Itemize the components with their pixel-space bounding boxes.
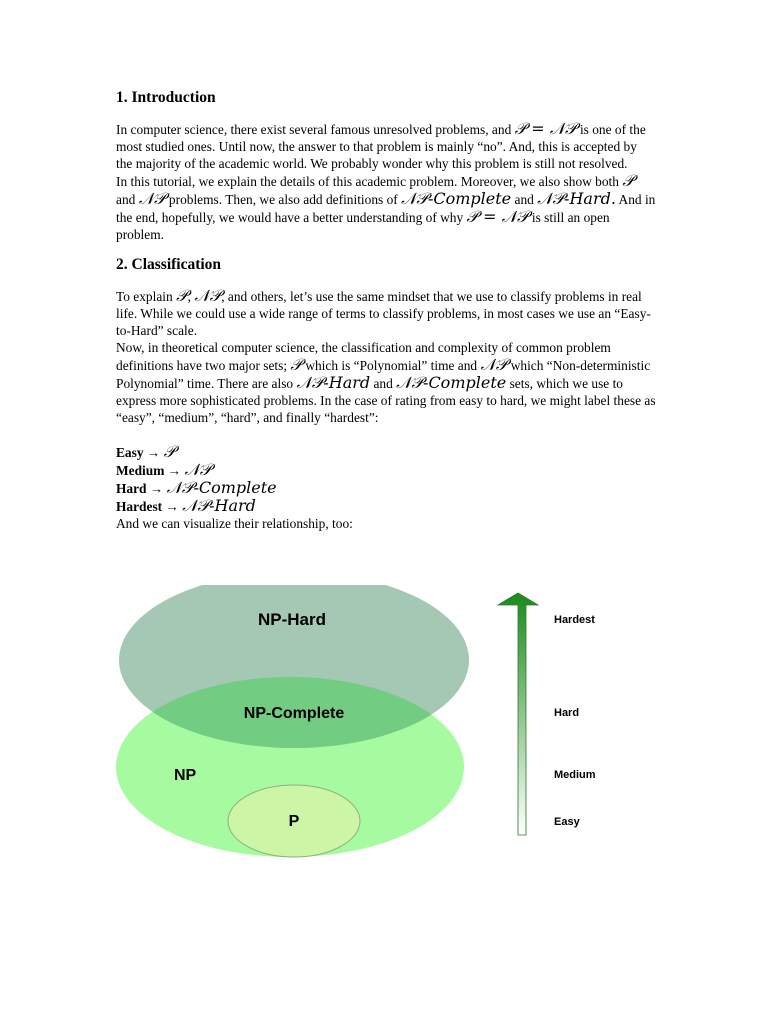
scale-label-medium: Medium — [554, 769, 596, 781]
list-item-medium: Medium → 𝒩𝒫 — [116, 460, 212, 479]
section-title-classification: 2. Classification — [116, 256, 222, 273]
list-item-hardest: Hardest → 𝒩𝒫-Hard — [116, 496, 256, 515]
np-label: NP — [174, 767, 197, 784]
np-complete-label: NP-Complete — [243, 705, 345, 722]
intro-paragraph-1: In computer science, there exist several famous unresolved problems, and 𝒫 = 𝒩𝒫 is one of the most studied ones. Until now, the answer to that problem is mainly “no”. And, this is accepted by the majority of the academic world. We probably wonder why this problem is still not resolved. — [116, 119, 646, 171]
closing-sentence: And we can visualize their relationship, too: — [116, 516, 353, 531]
complexity-diagram — [116, 585, 616, 870]
math-p-equals-np: 𝒫 = 𝒩𝒫 — [514, 119, 577, 138]
intro-paragraph-2: In this tutorial, we explain the details of this academic problem. Moreover, we also show both 𝒫 and 𝒩𝒫 problems. Then, we also add definitions of 𝒩𝒫-Complete and 𝒩𝒫-Hard. And in the end, hopefully, we would have a better understanding of why 𝒫 = 𝒩𝒫 is still an open problem. — [116, 171, 656, 242]
scale-label-easy: Easy — [554, 816, 580, 828]
list-item-hard: Hard → 𝒩𝒫-Complete — [116, 478, 277, 497]
p-label: P — [288, 813, 300, 830]
scale-label-hard: Hard — [554, 707, 580, 719]
list-item-easy: Easy → 𝒫 — [116, 442, 176, 461]
classification-paragraph-1: To explain 𝒫, 𝒩𝒫, and others, let’s use the same mindset that we use to classify problems in real life. While we could use a wide range of terms to classify problems, in most cases we use an “Easy-to-Hard” scale. — [116, 286, 651, 338]
document-page — [116, 88, 656, 532]
difficulty-arrow — [498, 593, 538, 835]
paragraph-gap — [116, 426, 656, 443]
classification-paragraph-2: Now, in theoretical computer science, the classification and complexity of common problem definitions have two major sets; 𝒫 which is “Polynomial” time and 𝒩𝒫 which “Non-deterministic Polynomial” time. There are also 𝒩𝒫-Hard and 𝒩𝒫-Complete sets, which we use to express more sophisticated problems. In the case of rating from easy to hard, we might label these as “easy”, “medium”, “hard”, and finally “hardest”: — [116, 340, 656, 425]
complexity-diagram-svg — [116, 585, 616, 870]
np-hard-label: NP-Hard — [257, 610, 327, 629]
scale-label-hardest: Hardest — [554, 614, 595, 626]
section-title-introduction: 1. Introduction — [116, 89, 216, 106]
